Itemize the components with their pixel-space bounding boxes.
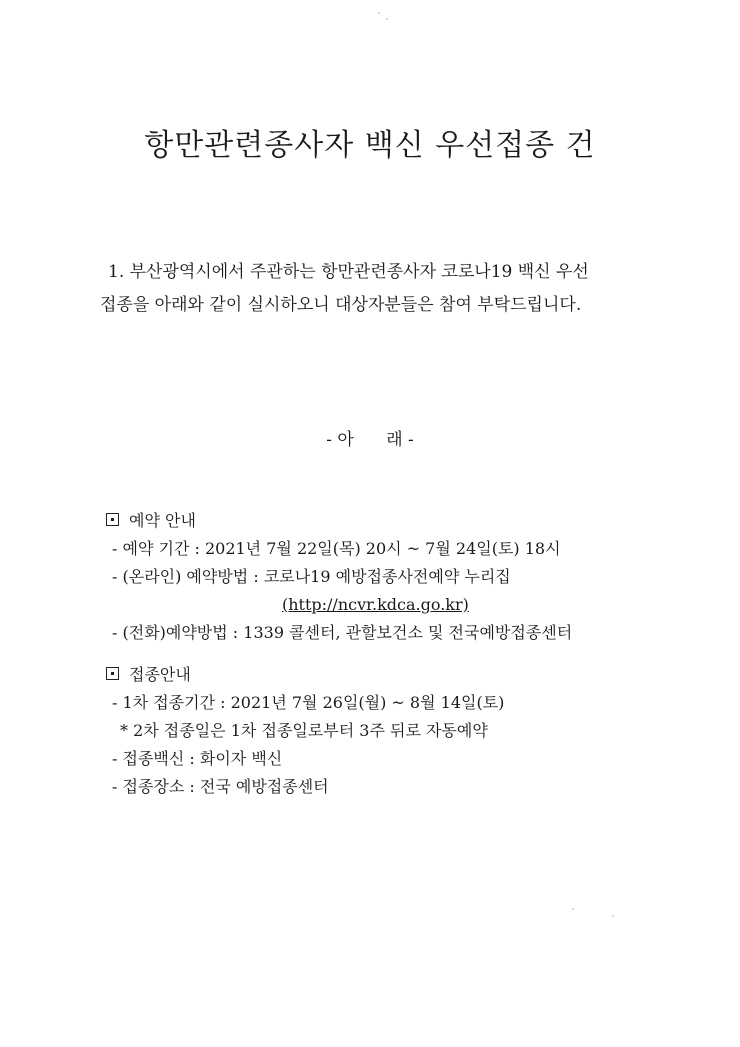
- intro-paragraph: [100, 256, 668, 322]
- vaccination-vaccine: - 접종백신 : 화이자 백신: [112, 749, 283, 768]
- reservation-period: - 예약 기간 : 2021년 7월 22일(목) 20시 ~ 7월 24일(토) 18시: [112, 539, 561, 558]
- reservation-title-row: [106, 507, 572, 535]
- scan-speck: [386, 18, 388, 20]
- section-heading: - 아 래 -: [326, 430, 414, 450]
- vaccination-title: 접종안내: [129, 665, 191, 684]
- vaccination-title-row: [106, 661, 504, 689]
- checkbox-bullet-icon: [106, 513, 119, 526]
- checkbox-bullet-icon: [106, 667, 119, 680]
- vaccination-note: * 2차 접종일은 1차 접종일로부터 3주 뒤로 자동예약: [120, 721, 488, 740]
- reservation-title: 예약 안내: [129, 511, 196, 530]
- intro-line-1: 1. 부산광역시에서 주관하는 항만관련종사자 코로나19 백신 우선: [108, 262, 589, 282]
- scan-speck: [612, 915, 614, 917]
- document-title: 항만관련종사자 백신 우선접종 건: [144, 128, 596, 163]
- vaccination-period: - 1차 접종기간 : 2021년 7월 26일(월) ~ 8월 14일(토): [112, 693, 505, 712]
- reservation-phone: - (전화)예약방법 : 1339 콜센터, 관할보건소 및 전국예방접종센터: [112, 623, 573, 642]
- reservation-url[interactable]: (http://ncvr.kdca.go.kr): [282, 595, 469, 614]
- scan-speck: [572, 908, 574, 910]
- intro-line-2: 접종을 아래와 같이 실시하오니 대상자분들은 참여 부탁드립니다.: [100, 295, 582, 315]
- vaccination-section: [106, 661, 504, 801]
- scan-speck: [378, 12, 380, 14]
- vaccination-place: - 접종장소 : 전국 예방접종센터: [112, 777, 329, 796]
- reservation-url-row: [106, 591, 572, 619]
- reservation-section: [106, 507, 572, 647]
- reservation-online: - (온라인) 예약방법 : 코로나19 예방접종사전예약 누리집: [112, 567, 511, 586]
